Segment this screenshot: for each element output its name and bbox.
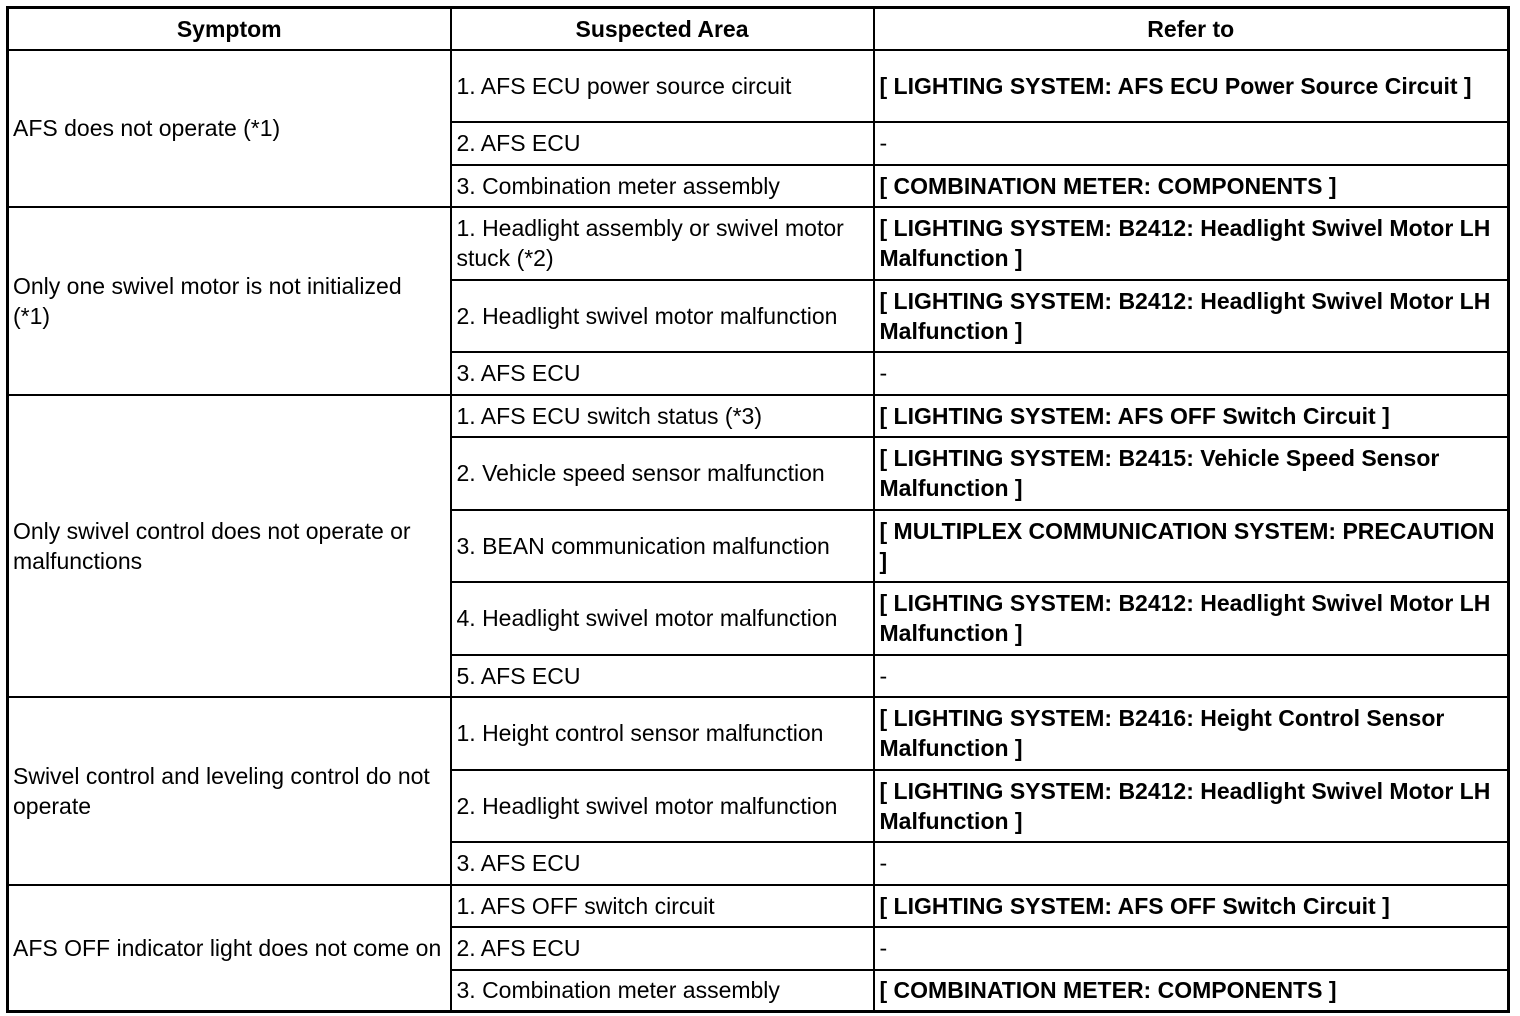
suspected-area-cell: 2. Vehicle speed sensor malfunction [451,437,874,510]
suspected-area-cell: 1. Headlight assembly or swivel motor stuck (*2) [451,207,874,280]
suspected-area-cell: 3. Combination meter assembly [451,970,874,1012]
symptom-cell: Only swivel control does not operate or malfunctions [8,395,451,697]
suspected-area-cell: 5. AFS ECU [451,655,874,697]
refer-to-link[interactable]: [ COMBINATION METER: COMPONENTS ] [874,970,1509,1012]
refer-to-link[interactable]: [ LIGHTING SYSTEM: B2412: Headlight Swivel Motor LH Malfunction ] [874,770,1509,842]
symptom-cell: Swivel control and leveling control do not operate [8,697,451,885]
refer-to-cell: - [874,842,1509,885]
suspected-area-cell: 1. AFS OFF switch circuit [451,885,874,927]
symptom-cell: AFS OFF indicator light does not come on [8,885,451,1012]
suspected-area-cell: 3. AFS ECU [451,352,874,395]
refer-to-cell: - [874,927,1509,970]
refer-to-cell: - [874,122,1509,165]
refer-to-cell: - [874,655,1509,697]
table-row [8,207,1509,280]
refer-to-link[interactable]: [ COMBINATION METER: COMPONENTS ] [874,165,1509,207]
header-refer-to: Refer to [874,8,1509,50]
refer-to-link[interactable]: [ LIGHTING SYSTEM: AFS OFF Switch Circuit ] [874,395,1509,437]
symptom-table [6,6,1510,1013]
suspected-area-cell: 1. AFS ECU power source circuit [451,50,874,122]
refer-to-link[interactable]: [ LIGHTING SYSTEM: B2412: Headlight Swivel Motor LH Malfunction ] [874,582,1509,655]
suspected-area-cell: 3. BEAN communication malfunction [451,510,874,582]
suspected-area-cell: 2. AFS ECU [451,122,874,165]
suspected-area-cell: 2. Headlight swivel motor malfunction [451,770,874,842]
suspected-area-cell: 3. AFS ECU [451,842,874,885]
refer-to-link[interactable]: [ LIGHTING SYSTEM: AFS OFF Switch Circuit ] [874,885,1509,927]
suspected-area-cell: 4. Headlight swivel motor malfunction [451,582,874,655]
table-row [8,697,1509,770]
table-row [8,885,1509,927]
refer-to-link[interactable]: [ LIGHTING SYSTEM: B2415: Vehicle Speed Sensor Malfunction ] [874,437,1509,510]
suspected-area-cell: 2. Headlight swivel motor malfunction [451,280,874,352]
refer-to-link[interactable]: [ LIGHTING SYSTEM: AFS ECU Power Source Circuit ] [874,50,1509,122]
suspected-area-cell: 1. AFS ECU switch status (*3) [451,395,874,437]
header-symptom: Symptom [8,8,451,50]
suspected-area-cell: 1. Height control sensor malfunction [451,697,874,770]
header-suspected-area: Suspected Area [451,8,874,50]
header-row [8,8,1509,50]
refer-to-link[interactable]: [ LIGHTING SYSTEM: B2412: Headlight Swivel Motor LH Malfunction ] [874,280,1509,352]
symptom-cell: AFS does not operate (*1) [8,50,451,207]
refer-to-link[interactable]: [ MULTIPLEX COMMUNICATION SYSTEM: PRECAUTION ] [874,510,1509,582]
suspected-area-cell: 2. AFS ECU [451,927,874,970]
refer-to-link[interactable]: [ LIGHTING SYSTEM: B2412: Headlight Swivel Motor LH Malfunction ] [874,207,1509,280]
refer-to-cell: - [874,352,1509,395]
refer-to-link[interactable]: [ LIGHTING SYSTEM: B2416: Height Control Sensor Malfunction ] [874,697,1509,770]
symptom-cell: Only one swivel motor is not initialized (*1) [8,207,451,395]
table-row [8,50,1509,122]
table-row [8,395,1509,437]
suspected-area-cell: 3. Combination meter assembly [451,165,874,207]
